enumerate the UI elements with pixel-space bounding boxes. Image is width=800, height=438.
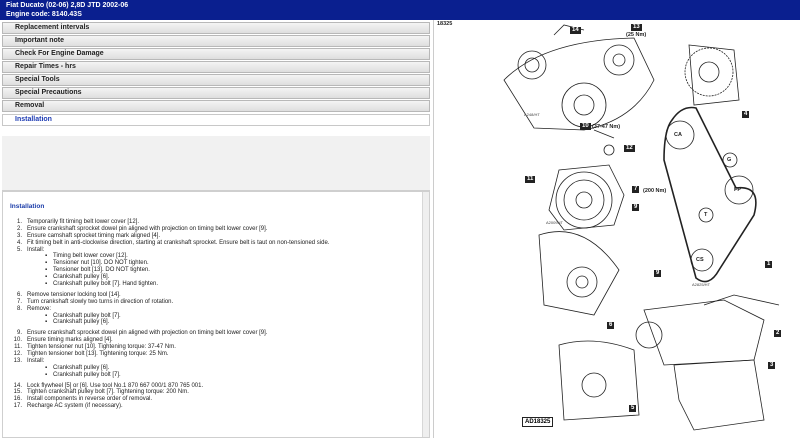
bullet-icon: ▪ xyxy=(45,267,48,274)
step-number: 11. xyxy=(14,344,22,351)
sub-step-text: Crankshaft pulley bolt [7]. xyxy=(53,371,121,378)
callout-10: 10 xyxy=(582,123,589,129)
menu-item-replacement-intervals[interactable]: Replacement intervals xyxy=(2,22,430,34)
sub-step xyxy=(9,281,414,288)
step-number: 14. xyxy=(13,382,22,389)
callout-13-torque: (25 Nm) xyxy=(626,32,647,38)
caption-c: A2825/HT xyxy=(692,282,711,287)
step xyxy=(9,219,414,226)
step-number: 1. xyxy=(16,219,22,225)
sub-step-text: Crankshaft pulley [6]. xyxy=(53,319,110,326)
step-number: 10. xyxy=(13,337,22,344)
bullet-icon: ▪ xyxy=(45,371,48,378)
menu-filler xyxy=(2,136,430,191)
step-text: Ensure timing marks aligned [4]. xyxy=(27,337,113,344)
step xyxy=(9,351,414,358)
tensioner-view xyxy=(549,145,624,230)
step-number: 13. xyxy=(13,357,22,364)
step-text: Ensure crankshaft sprocket dowel pin aligned with projection on timing belt lower cover [9]. xyxy=(27,225,268,232)
step-number: 15. xyxy=(13,389,22,396)
menu-item-repair-times[interactable]: Repair Times - hrs xyxy=(2,61,430,73)
callout-13: 13 xyxy=(633,24,640,30)
step xyxy=(9,240,414,247)
step-text: Ensure camshaft sprocket timing mark aligned [4]. xyxy=(27,232,161,239)
caption-b: A2009HT xyxy=(546,220,563,225)
sub-step xyxy=(9,313,414,320)
bullet-icon: ▪ xyxy=(45,281,48,288)
bullet-icon: ▪ xyxy=(45,364,48,371)
section-heading: Installation xyxy=(10,203,45,210)
callout-7-torque: (200 Nm) xyxy=(643,188,667,194)
bullet-icon: ▪ xyxy=(45,274,48,281)
sprocket-t: T xyxy=(704,212,708,218)
menu-item-removal[interactable]: Removal xyxy=(2,100,430,112)
step xyxy=(9,358,414,365)
instructions-panel xyxy=(2,191,430,438)
diagram-drawing xyxy=(434,20,800,438)
step-number: 4. xyxy=(16,239,22,246)
step-text: Ensure crankshaft sprocket dowel pin aligned with projection on timing belt lower cover [9]. xyxy=(27,330,268,337)
step xyxy=(9,403,414,410)
callout-12: 12 xyxy=(626,145,633,151)
step-number: 9. xyxy=(16,330,22,337)
callout-5: 5 xyxy=(631,405,635,411)
sub-step xyxy=(9,260,414,267)
step xyxy=(9,383,414,390)
step-text: Tighten tensioner nut [10]. Tightening torque: 37-47 Nm. xyxy=(27,344,176,351)
bullet-icon: ▪ xyxy=(45,312,48,319)
step xyxy=(9,330,414,337)
step-number: 5. xyxy=(16,246,22,253)
sub-step xyxy=(9,365,414,372)
callout-9-upper: 9 xyxy=(634,204,638,210)
step xyxy=(9,292,414,299)
step-text: Lock flywheel [5] or [6]. Use tool No.1 870 667 000/1 870 765 001. xyxy=(27,382,204,389)
vehicle-title: Fiat Ducato (02-06) 2,8D JTD 2002-06 xyxy=(6,2,129,9)
cam-detail xyxy=(685,45,739,105)
step-number: 7. xyxy=(16,298,22,305)
engine-code: Engine code: 8140.43S xyxy=(6,11,82,18)
timing-diagram xyxy=(433,20,800,438)
step-number: 17. xyxy=(13,403,22,410)
step xyxy=(9,344,414,351)
sub-step xyxy=(9,319,414,326)
bullet-icon: ▪ xyxy=(45,319,48,326)
bullet-icon: ▪ xyxy=(45,260,48,267)
step-text: Tighten crankshaft pulley bolt [7]. Tightening torque: 200 Nm. xyxy=(27,389,189,396)
sub-step xyxy=(9,253,414,260)
sub-step-text: Crankshaft pulley bolt [7]. Hand tighten. xyxy=(53,281,159,288)
sub-step-text: Crankshaft pulley bolt [7]. xyxy=(53,312,121,319)
bullet-icon: ▪ xyxy=(45,253,48,260)
step-text: Remove tensioner locking tool [14]. xyxy=(27,291,121,298)
step-number: 2. xyxy=(16,225,22,232)
left-panel xyxy=(0,20,433,438)
step-text: Install: xyxy=(27,357,45,364)
step-number: 16. xyxy=(13,396,22,403)
sprocket-ca: CA xyxy=(674,132,682,138)
menu-item-special-tools[interactable]: Special Tools xyxy=(2,74,430,86)
callout-10-torque: (37-47 Nm) xyxy=(592,124,621,130)
step xyxy=(9,299,414,306)
footer-ref: AD18325 xyxy=(522,417,553,427)
diagram-ref: 18325 xyxy=(437,21,453,27)
step-text: Fit timing belt in anti-clockwise direction, starting at crankshaft sprocket. Ensure belt is taut on non-tensioned side. xyxy=(27,239,330,246)
sub-step-text: Crankshaft pulley [6]. xyxy=(53,274,110,281)
menu-item-important-note[interactable]: Important note xyxy=(2,35,430,47)
sprocket-fp: FP xyxy=(734,187,742,193)
step xyxy=(9,233,414,240)
sub-step-text: Timing belt lower cover [12]. xyxy=(53,253,128,260)
callout-4: 4 xyxy=(744,111,748,117)
engine-top-view xyxy=(504,25,654,138)
sub-step-text: Tensioner bolt [13]. DO NOT tighten. xyxy=(53,267,150,274)
step xyxy=(9,306,414,313)
sprocket-g: G xyxy=(727,157,732,163)
sub-step xyxy=(9,267,414,274)
menu-item-check-engine-damage[interactable]: Check For Engine Damage xyxy=(2,48,430,60)
step-text: Remove: xyxy=(27,305,52,312)
sub-step xyxy=(9,274,414,281)
step xyxy=(9,247,414,254)
cover-parts xyxy=(636,295,779,430)
step-text: Turn crankshaft slowly two turns in direction of rotation. xyxy=(27,298,174,305)
callout-1: 1 xyxy=(767,261,771,267)
step xyxy=(9,226,414,233)
menu-item-special-precautions[interactable]: Special Precautions xyxy=(2,87,430,99)
step-number: 8. xyxy=(16,305,22,312)
step-number: 3. xyxy=(16,232,22,239)
step xyxy=(9,389,414,396)
callout-6: 6 xyxy=(609,322,613,328)
crank-views xyxy=(539,232,639,420)
menu-item-installation[interactable]: Installation xyxy=(2,114,430,126)
step xyxy=(9,396,414,403)
callout-7: 7 xyxy=(634,186,638,192)
step-number: 6. xyxy=(16,291,22,298)
step-number: 12. xyxy=(13,351,22,358)
step-text: Tighten tensioner bolt [13]. Tightening torque: 25 Nm. xyxy=(27,351,169,358)
step-text: Install: xyxy=(27,246,45,253)
steps-list xyxy=(9,219,414,410)
sub-step-text: Crankshaft pulley [6]. xyxy=(53,364,110,371)
callout-11: 11 xyxy=(527,176,534,182)
sprocket-cs: CS xyxy=(696,257,704,263)
step-text: Recharge AC system (if necessary). xyxy=(27,403,123,410)
title-bar xyxy=(0,0,800,20)
step xyxy=(9,337,414,344)
step-text: Install components in reverse order of removal. xyxy=(27,396,153,403)
scrollbar[interactable] xyxy=(422,192,429,437)
sub-step xyxy=(9,372,414,379)
step-text: Temporarily fit timing belt lower cover [12]. xyxy=(27,219,140,225)
callout-9-lower: 9 xyxy=(656,270,660,276)
callout-2: 2 xyxy=(776,330,780,336)
caption-a: A248/HT xyxy=(524,112,540,117)
callout-3: 3 xyxy=(770,362,774,368)
sprocket-circles xyxy=(666,121,753,271)
callout-14: 14 xyxy=(572,27,579,33)
sub-step-text: Tensioner nut [10]. DO NOT tighten. xyxy=(53,260,149,267)
